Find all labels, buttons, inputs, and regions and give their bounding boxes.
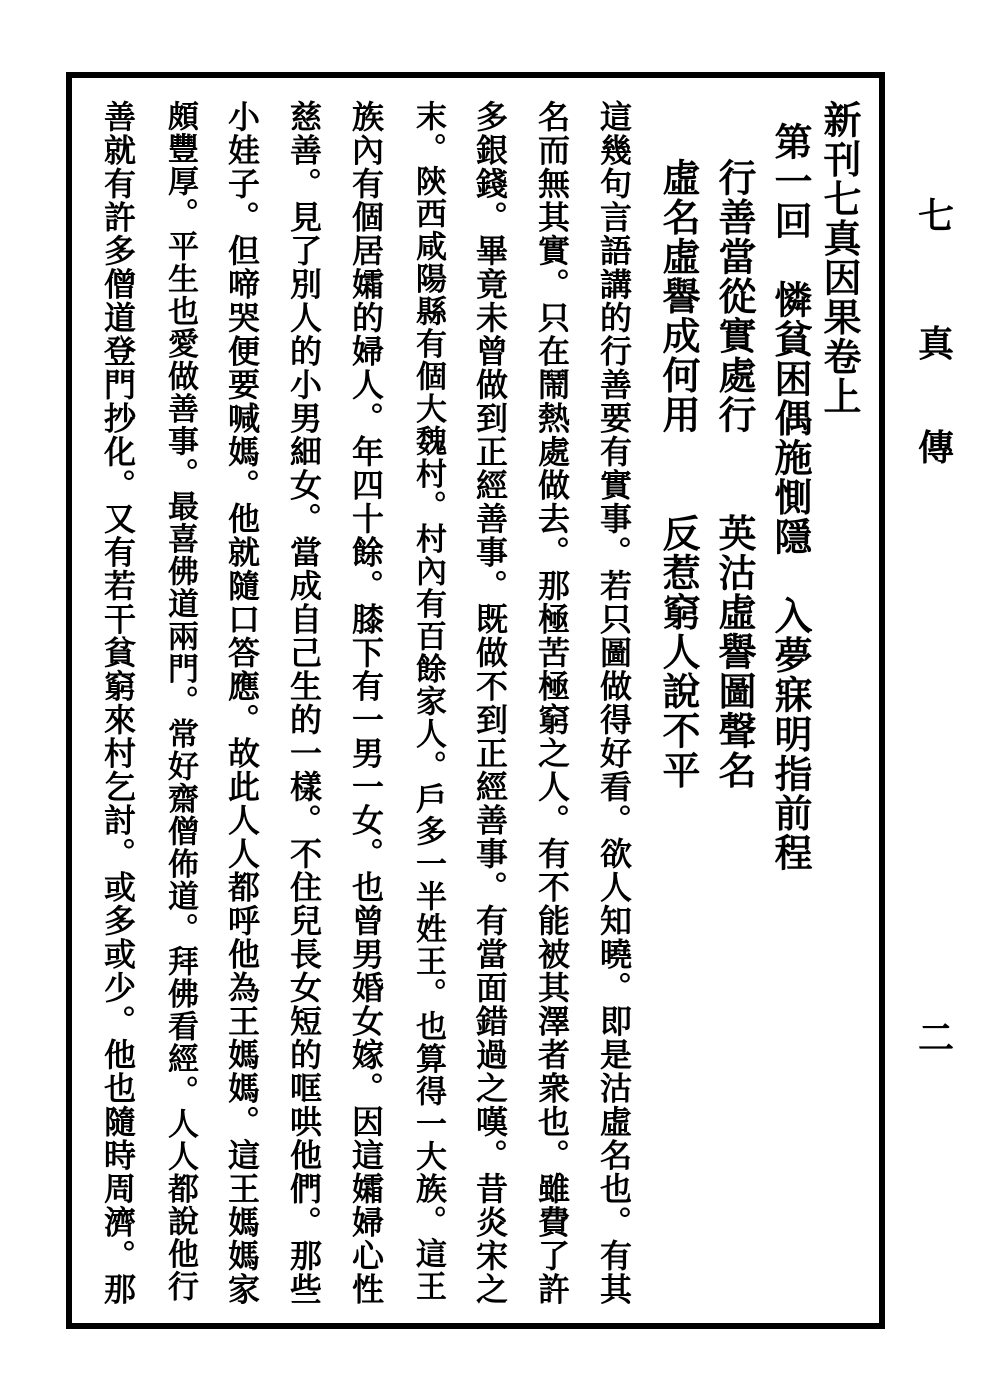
margin-title-char-1: 七 bbox=[917, 195, 954, 237]
margin-title-char-3: 傳 bbox=[917, 427, 954, 469]
text-column-3-verse: 行善當從實處行 英沽虛譽圖聲名 bbox=[712, 158, 757, 790]
text-column-5: 這幾句言語講的行善要有實事。若只圖做得好看。欲人知曉。即是沽虛名也。有其 bbox=[595, 100, 633, 1306]
margin-title-char-2: 真 bbox=[917, 323, 954, 365]
text-column-8: 末。陝西咸陽縣有個大魏村。村內有百餘家人。戶多一半姓王。也算得一大族。這王 bbox=[410, 100, 446, 1303]
text-column-11: 小娃子。但啼哭便要喊媽。他就隨口答應。故此人人都呼他為王媽媽。這王媽媽家 bbox=[223, 100, 261, 1306]
text-column-1-title: 新刊七真因果卷上 bbox=[817, 100, 862, 416]
text-column-9: 族內有個居孀的婦人。年四十餘。膝下有一男一女。也曾男婚女嫁。因這孀婦心性 bbox=[347, 100, 385, 1306]
text-column-4-verse: 虛名虛譽成何用 反惹窮人說不平 bbox=[656, 158, 701, 790]
text-column-7: 多銀錢。畢竟未曾做到正經善事。既做不到正經善事。有當面錯過之嘆。昔炎宋之 bbox=[471, 100, 509, 1306]
text-column-12: 頗豐厚。平生也愛做善事。最喜佛道兩門。常好齋僧佈道。拜佛看經。人人都說他行 bbox=[162, 100, 198, 1303]
text-column-6: 名而無其實。只在鬧熱處做去。那極苦極窮之人。有不能被其澤者衆也。雖費了許 bbox=[533, 100, 571, 1306]
text-column-13: 善就有許多僧道登門抄化。又有若干貧窮來村乞討。或多或少。他也隨時周濟。那 bbox=[99, 100, 137, 1306]
margin-page-number: 二 bbox=[917, 1017, 954, 1059]
text-column-10: 慈善。見了別人的小男細女。當成自己生的一樣。不住兒長女短的哐哄他們。那些 bbox=[285, 100, 323, 1306]
text-frame bbox=[66, 72, 885, 1329]
text-column-2-chapter: 第一回 憐貧困偶施惻隱 入夢寐明指前程 bbox=[768, 122, 813, 873]
